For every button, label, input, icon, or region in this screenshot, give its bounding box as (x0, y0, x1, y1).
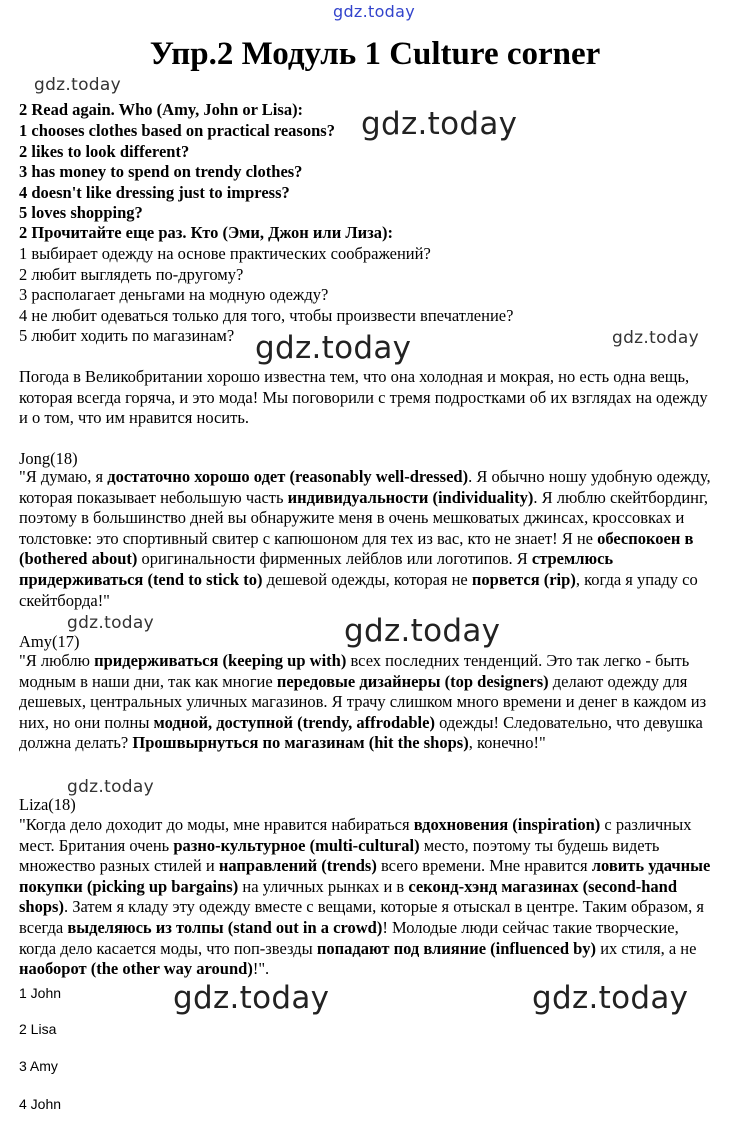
task-en-item: 3 has money to spend on trendy clothes? (19, 162, 303, 181)
watermark: gdz.today (255, 330, 412, 366)
speaker-name-amy: Amy(17) (19, 632, 80, 651)
task-en-item: 5 loves shopping? (19, 203, 143, 222)
watermark: gdz.today (344, 613, 501, 649)
task-ru-item: 4 не любит одеваться только для того, чтобы произвести впечатление? (19, 306, 514, 325)
speaker-name-liza: Liza(18) (19, 795, 76, 814)
answer-item: 3 Amy (19, 1058, 58, 1074)
watermark: gdz.today (67, 613, 154, 633)
task-en-item: 4 doesn't like dressing just to impress? (19, 183, 290, 202)
watermark: gdz.today (361, 106, 518, 142)
speaker-name-jong: Jong(18) (19, 449, 78, 468)
quote-amy: "Я люблю придерживаться (keeping up with) всех последних тенденций. Это так легко - быть модным в наши дни, так как многие передовые дизайнеры (top designers) делают одежду для дешевых, центральных уличных магазинов. Я трачу слишком много времени и денег в каждом из них, но они полны модной, доступной (trendy, affrodable) одежды! Следовательно, что девушка должна делать? Прошвырнуться по магазинам (hit the shops), конечно!" (19, 651, 707, 753)
answer-item: 1 John (19, 985, 62, 1001)
task-en-item: 2 likes to look different? (19, 142, 190, 161)
watermark: gdz.today (532, 980, 689, 1016)
watermark-top: gdz.today (333, 2, 415, 21)
watermark: gdz.today (34, 75, 121, 95)
watermark: gdz.today (67, 777, 154, 797)
watermark: gdz.today (173, 980, 330, 1016)
answer-item: 2 Lisa (19, 1021, 57, 1037)
task-ru-item: 2 любит выглядеть по-другому? (19, 265, 244, 284)
task-en-heading: 2 Read again. Who (Amy, John or Lisa): (19, 100, 304, 119)
task-ru-heading: 2 Прочитайте еще раз. Кто (Эми, Джон или Лиза): (19, 223, 393, 242)
answer-item: 4 John (19, 1096, 62, 1112)
quote-liza: "Когда дело доходит до моды, мне нравится набираться вдохновения (inspiration) с различных мест. Британия очень разно-культурное (multi-cultural) место, поэтому ты будешь видеть множество разных стилей и направлений (trends) всего времени. Мне нравится ловить удачные покупки (picking up bargains) на уличных рынках и в секонд-хэнд магазинах (second-hand shops). Затем я кладу эту одежду вместе с вещами, которые я отыскал в центре. Таким образом, я всегда выделяюсь из толпы (stand out in a crowd)! Молодые люди сейчас такие творческие, когда дело касается моды, что поп-звезды попадают под влияние (influenced by) их стиля, а не наоборот (the other way around)!". (19, 815, 711, 979)
task-ru-item: 1 выбирает одежду на основе практических соображений? (19, 244, 431, 263)
task-en-item: 1 chooses clothes based on practical reasons? (19, 121, 335, 140)
quote-jong: "Я думаю, я достаточно хорошо одет (reasonably well-dressed). Я обычно ношу удобную одежду, которая показывает небольшую часть индивидуальности (individuality). Я люблю скейтбординг, поэтому в большинство дней вы обнаружите меня в очень мешковатых джинсах, кроссовках и толстовке: это спортивный свитер с капюшоном для тех из вас, кто не знает! Я не обеспокоен в (bothered about) оригинальности фирменных лейблов или логотипов. Я стремлюсь придерживаться (tend to stick to) дешевой одежды, которая не порвется (rip), когда я упаду со скейтборда!" (19, 467, 711, 610)
task-ru-item: 5 любит ходить по магазинам? (19, 326, 235, 345)
intro-paragraph: Погода в Великобритании хорошо известна тем, что она холодная и мокрая, но есть одна вещь, которая всегда горяча, и это мода! Мы поговорили с тремя подростками об их взглядах на одежду и о том, что им нравится носить. (19, 367, 708, 428)
watermark: gdz.today (612, 328, 699, 348)
page-title: Упр.2 Модуль 1 Culture corner (149, 36, 601, 72)
task-ru-item: 3 располагает деньгами на модную одежду? (19, 285, 329, 304)
